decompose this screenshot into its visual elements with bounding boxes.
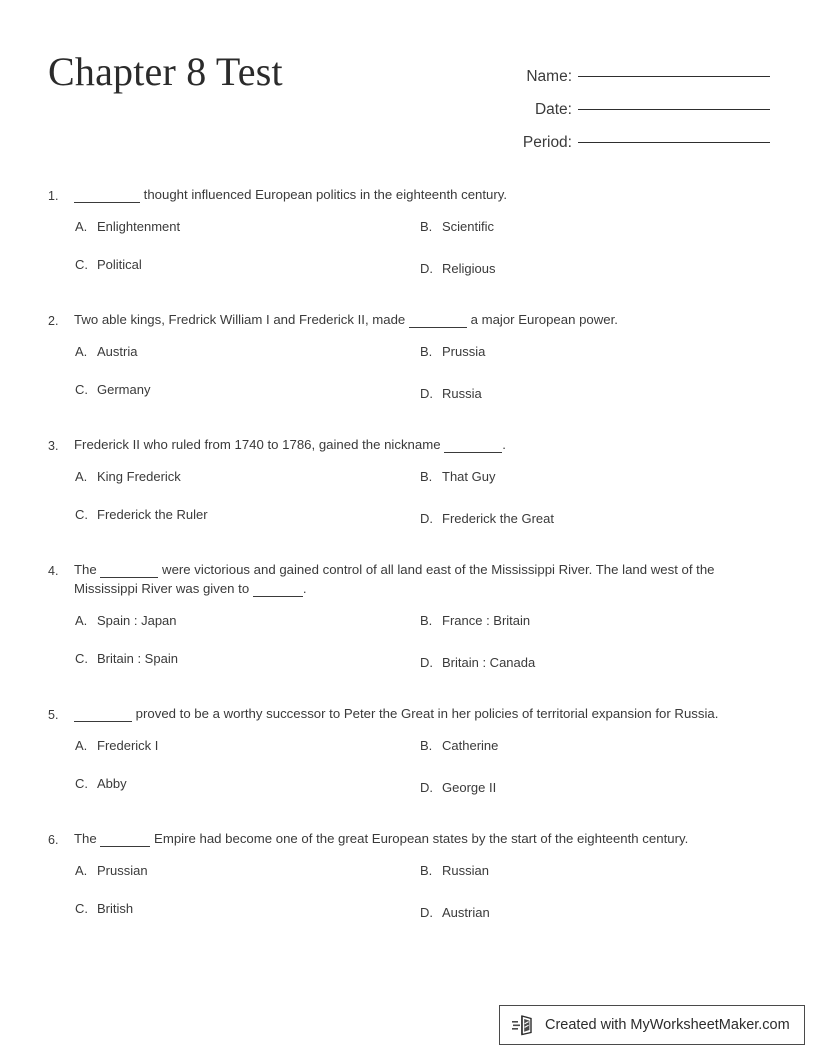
option-label: British xyxy=(97,901,134,916)
option-row xyxy=(75,506,776,544)
option-label: Prussia xyxy=(442,344,486,359)
question-item xyxy=(0,311,816,419)
option-letter: A. xyxy=(75,613,88,628)
option-letter: A. xyxy=(75,469,88,484)
option-letter: C. xyxy=(75,257,88,272)
question-item xyxy=(0,436,816,544)
option-label: Britain : Canada xyxy=(442,655,536,670)
option-grid xyxy=(48,343,776,419)
date-label: Date: xyxy=(534,101,572,118)
question-number: 5. xyxy=(48,708,59,722)
name-write-line[interactable] xyxy=(578,48,770,81)
question-stem xyxy=(48,705,776,724)
date-write-line[interactable] xyxy=(578,81,770,114)
option-choice[interactable] xyxy=(75,900,133,918)
created-with-label: Created with MyWorksheetMaker.com xyxy=(545,1017,790,1033)
question-text: Frederick II who ruled from 1740 to 1786, gained the nickname . xyxy=(74,436,776,455)
option-label: Russia xyxy=(442,386,482,401)
name-label: Name: xyxy=(526,68,572,85)
option-row xyxy=(75,650,776,688)
option-choice[interactable] xyxy=(75,506,208,524)
option-row xyxy=(75,381,776,419)
option-grid xyxy=(48,862,776,938)
question-number: 6. xyxy=(48,833,59,847)
option-letter: C. xyxy=(75,507,88,522)
option-choice[interactable] xyxy=(75,218,180,236)
question-text: thought influenced European politics in the eighteenth century. xyxy=(74,186,776,205)
option-choice[interactable] xyxy=(420,260,495,278)
option-letter: C. xyxy=(75,382,88,397)
question-number: 3. xyxy=(48,439,59,453)
question-item xyxy=(0,830,816,938)
option-letter: A. xyxy=(75,863,88,878)
option-choice[interactable] xyxy=(75,650,178,668)
question-number: 4. xyxy=(48,564,59,578)
option-choice[interactable] xyxy=(420,468,495,486)
option-choice[interactable] xyxy=(420,612,530,630)
question-item xyxy=(0,186,816,294)
option-choice[interactable] xyxy=(75,343,137,361)
answer-blank[interactable] xyxy=(409,309,467,328)
option-label: Spain : Japan xyxy=(97,613,177,628)
worksheet-maker-logo-icon xyxy=(512,1013,538,1037)
answer-blank[interactable] xyxy=(444,434,502,453)
option-row xyxy=(75,775,776,813)
option-label: Religious xyxy=(442,261,496,276)
option-choice[interactable] xyxy=(420,904,490,922)
option-choice[interactable] xyxy=(420,510,554,528)
option-grid xyxy=(48,737,776,813)
option-choice[interactable] xyxy=(75,612,177,630)
option-choice[interactable] xyxy=(75,737,158,755)
question-item xyxy=(0,705,816,813)
option-label: Austria xyxy=(97,344,138,359)
option-letter: B. xyxy=(420,738,433,753)
question-text: proved to be a worthy successor to Peter the Great in her policies of territorial expansion for Russia. xyxy=(74,705,776,724)
question-stem xyxy=(48,561,776,599)
option-label: Austrian xyxy=(442,905,490,920)
option-label: Frederick the Ruler xyxy=(97,507,208,522)
option-choice[interactable] xyxy=(420,779,496,797)
option-letter: D. xyxy=(420,386,433,401)
answer-blank[interactable] xyxy=(74,703,132,722)
option-label: Catherine xyxy=(442,738,499,753)
option-label: Frederick the Great xyxy=(442,511,554,526)
option-letter: B. xyxy=(420,613,433,628)
option-choice[interactable] xyxy=(75,775,127,793)
option-letter: A. xyxy=(75,738,88,753)
option-letter: C. xyxy=(75,651,88,666)
option-letter: A. xyxy=(75,219,88,234)
answer-blank[interactable] xyxy=(100,559,158,578)
option-grid xyxy=(48,468,776,544)
answer-blank[interactable] xyxy=(74,184,140,203)
question-text: The were victorious and gained control of all land east of the Mississippi River. The land west of the Mississippi River was given to . xyxy=(74,561,776,599)
question-list xyxy=(0,186,816,955)
option-letter: D. xyxy=(420,655,433,670)
option-choice[interactable] xyxy=(75,468,181,486)
question-item xyxy=(0,561,816,688)
option-letter: D. xyxy=(420,780,433,795)
option-row xyxy=(75,900,776,938)
option-choice[interactable] xyxy=(420,385,482,403)
period-write-line[interactable] xyxy=(578,114,770,147)
period-label: Period: xyxy=(522,134,572,151)
answer-blank[interactable] xyxy=(253,578,303,597)
option-label: Political xyxy=(97,257,142,272)
answer-blank[interactable] xyxy=(100,828,150,847)
option-row xyxy=(75,256,776,294)
option-label: Germany xyxy=(97,382,151,397)
option-choice[interactable] xyxy=(75,256,142,274)
option-label: Abby xyxy=(97,776,127,791)
option-row xyxy=(75,218,776,256)
created-with-badge[interactable] xyxy=(499,1005,805,1045)
option-label: Scientific xyxy=(442,219,495,234)
option-choice[interactable] xyxy=(420,218,494,236)
question-stem xyxy=(48,311,776,330)
option-label: Enlightenment xyxy=(97,219,181,234)
page-title: Chapter 8 Test xyxy=(48,49,283,94)
option-label: George II xyxy=(442,780,497,795)
option-label: King Frederick xyxy=(97,469,181,484)
option-letter: C. xyxy=(75,776,88,791)
question-stem xyxy=(48,186,776,205)
option-grid xyxy=(48,218,776,294)
option-grid xyxy=(48,612,776,688)
option-letter: A. xyxy=(75,344,88,359)
option-row xyxy=(75,737,776,775)
student-info-block xyxy=(440,48,770,151)
option-letter: D. xyxy=(420,261,433,276)
question-text: The Empire had become one of the great European states by the start of the eighteenth century. xyxy=(74,830,776,849)
option-letter: B. xyxy=(420,863,433,878)
option-label: Prussian xyxy=(97,863,148,878)
question-number: 2. xyxy=(48,314,59,328)
option-letter: B. xyxy=(420,344,433,359)
question-stem xyxy=(48,830,776,849)
option-row xyxy=(75,468,776,506)
option-label: Russian xyxy=(442,863,489,878)
option-label: Frederick I xyxy=(97,738,159,753)
option-letter: B. xyxy=(420,469,433,484)
option-choice[interactable] xyxy=(420,654,535,672)
question-text: Two able kings, Fredrick William I and Frederick II, made a major European power. xyxy=(74,311,776,330)
question-number: 1. xyxy=(48,189,59,203)
option-choice[interactable] xyxy=(420,343,485,361)
question-stem xyxy=(48,436,776,455)
option-choice[interactable] xyxy=(420,862,489,880)
option-letter: D. xyxy=(420,511,433,526)
option-row xyxy=(75,343,776,381)
option-row xyxy=(75,862,776,900)
option-label: Britain : Spain xyxy=(97,651,178,666)
option-letter: D. xyxy=(420,905,433,920)
option-choice[interactable] xyxy=(420,737,498,755)
option-choice[interactable] xyxy=(75,381,150,399)
option-label: That Guy xyxy=(442,469,496,484)
option-row xyxy=(75,612,776,650)
worksheet-header xyxy=(0,0,816,175)
student-info-row-name xyxy=(440,48,770,85)
option-choice[interactable] xyxy=(75,862,148,880)
option-letter: B. xyxy=(420,219,433,234)
option-letter: C. xyxy=(75,901,88,916)
option-label: France : Britain xyxy=(442,613,531,628)
